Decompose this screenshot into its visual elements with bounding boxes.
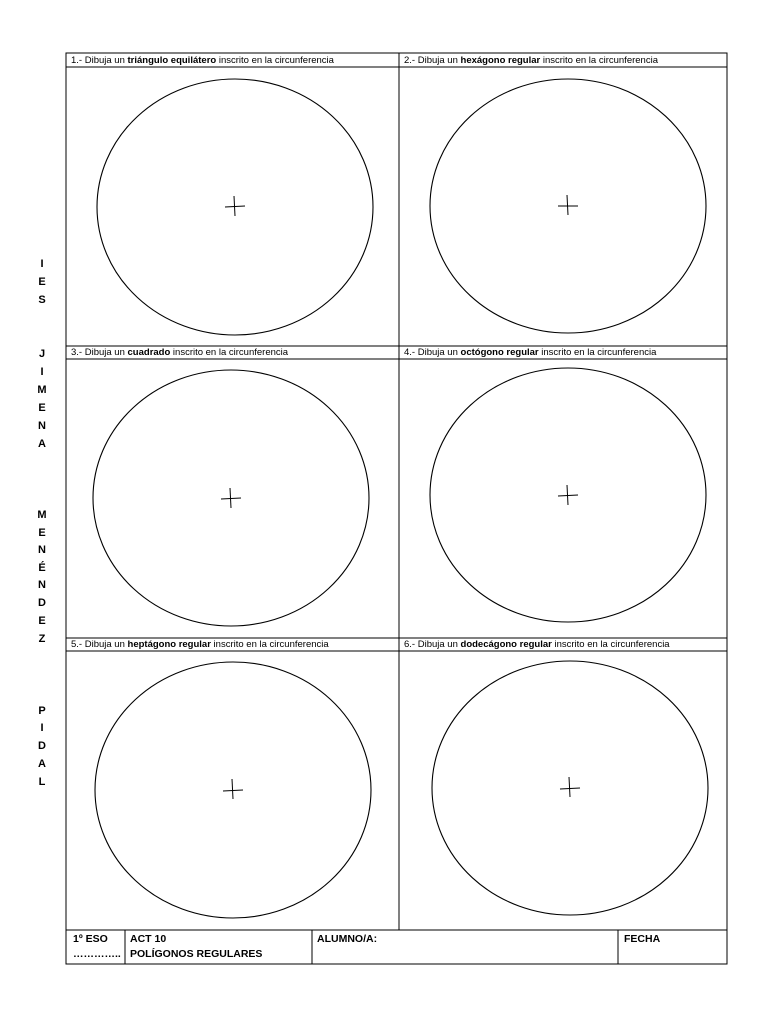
side-letter: N [38, 579, 46, 591]
side-letter: D [38, 597, 46, 609]
footer-activity [130, 932, 262, 962]
side-letter: É [38, 562, 46, 574]
date-label: FECHA [624, 933, 661, 945]
side-letter: L [38, 776, 46, 788]
date-field[interactable] [624, 932, 724, 962]
exercise-title-1: 1.- Dibuja un triángulo equilátero inscrito en la circunferencia [71, 55, 334, 66]
side-letter: E [38, 527, 46, 539]
group-field[interactable]: ………….. [73, 948, 121, 960]
exercise-title-2: 2.- Dibuja un hexágono regular inscrito en la circunferencia [404, 55, 658, 66]
course-label: 1º ESO [73, 933, 108, 945]
side-letter: J [38, 348, 46, 360]
center-mark-3 [221, 488, 241, 508]
footer-course [73, 932, 121, 962]
side-letter: A [38, 758, 46, 770]
side-letter: Z [38, 633, 46, 645]
school-name-vertical [30, 0, 54, 1024]
exercise-title-4: 4.- Dibuja un octógono regular inscrito en la circunferencia [404, 347, 657, 358]
activity-label: ACT 10 [130, 933, 167, 945]
topic-label: POLÍGONOS REGULARES [130, 948, 263, 960]
center-mark-5 [223, 779, 243, 799]
exercise-title-3: 3.- Dibuja un cuadrado inscrito en la circunferencia [71, 347, 289, 358]
side-letter: E [38, 402, 46, 414]
center-mark-6 [560, 777, 580, 797]
side-letter: M [37, 384, 47, 396]
side-letter: A [38, 438, 46, 450]
student-name-field[interactable] [317, 932, 615, 962]
side-letter: D [38, 740, 46, 752]
outer-frame [66, 53, 727, 964]
side-letter: I [40, 366, 44, 378]
side-letter: P [38, 705, 46, 717]
side-letter: E [38, 276, 46, 288]
side-letter: N [38, 420, 46, 432]
side-letter: N [38, 544, 46, 556]
side-letter: I [40, 258, 44, 270]
side-letter: E [38, 615, 46, 627]
side-letter: M [37, 509, 47, 521]
exercise-title-6: 6.- Dibuja un dodecágono regular inscrito en la circunferencia [404, 639, 670, 650]
exercise-title-5: 5.- Dibuja un heptágono regular inscrito en la circunferencia [71, 639, 329, 650]
center-mark-4 [558, 485, 578, 505]
side-letter: I [40, 722, 44, 734]
student-label: ALUMNO/A: [317, 933, 378, 945]
side-letter: S [38, 294, 46, 306]
center-mark-1 [225, 196, 245, 216]
center-mark-2 [558, 195, 578, 215]
